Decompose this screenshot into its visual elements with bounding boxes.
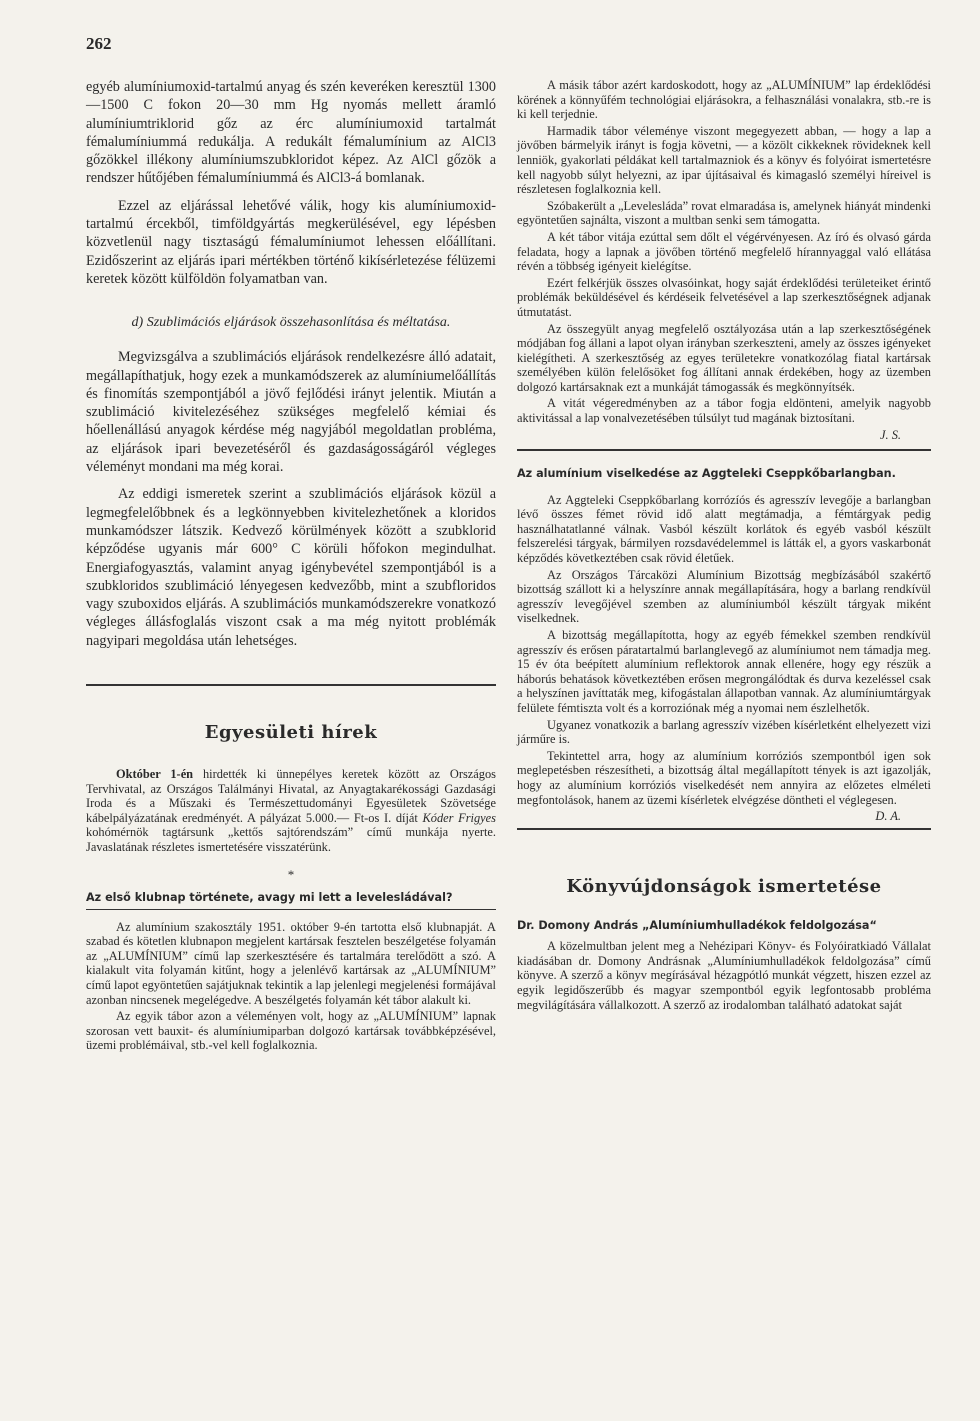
paragraph: Szóbakerült a „Levelesláda” rovat elmaradása is, amelynek hiányát mindenki egyöntetűen sajnálta, viszont a multban senki sem támogatta. [517, 198, 931, 228]
section-divider [517, 828, 931, 830]
paragraph: Megvizsgálva a szublimációs eljárások rendelkezésre álló adatait, megállapíthatjuk, hogy ezek a munkamódszerek az alumíniumelőállítás és finomítás szempontjából a jövő fejlődési irányt jelentik. Miután a szublimáció kivitelezéséhez szükséges megfelelő kémiai és hőellenállású anyagok kérdése még nagyjából megoldatlan probléma, az eljárások ipari bevezetéséről és gazdaságosságáról végleges véleményt mondani ma még korai. [86, 349, 496, 476]
paragraph: Ezzel az eljárással lehetővé válik, hogy kis alumíniumoxid-tartalmú ércekből, timföldgyártás megkerülésével, egy lépésben közvetlenül nagy tisztaságú fémalumíniumot lehessen előállítani. Ezidőszerint az eljárás ipari mértékben történő kikísérletezése félüzemi keretek között külföldön folyamatban van. [86, 197, 496, 287]
paragraph: Az alumínium szakosztály 1951. október 9-én tartotta első klubnapját. A szabad és kötetlen klubnapon megjelent kartársak fesztelen beszélgetése folyamán az „ALUMÍNIUM” című lap szerkesztésére és tartalmára terelődött a szó. A kialakult vita folyamán kitűnt, hogy a jelenlévő kartársak az „ALUMÍNIUM” című lapot egyöntetűen sajátjuknak tekintik a lap jelenlegi megjelenési formájával azonban nincsenek megelégedve. A beszélgetés folyamán két tábor alakult ki. [86, 919, 496, 1007]
news-text: hirdették ki ünnepélyes keretek között az Országos Tervhivatal, az Országos Találmányi Hivatal, az Anyagtakarékossági Gazdasági Iroda és a Műszaki és Természettudományi Egyesületek Szövetsége kábelpályázatának eredményét. A pályázat 5.000.— Ft-os I. díját [86, 767, 497, 825]
page-number: 262 [86, 34, 112, 53]
paragraph: A bizottság megállapította, hogy az egyéb fémekkel szemben rendkívül agresszív és erősen páratartalmú barlanglevegő az alumíniumot nem támadja meg. 15 év óta beépített alumínium reflektorok annak ellenére, hogy egy részük a háborús behatások következtében erősen megrongálódtak és durva kezeléssel csak a helyszínen javíttaták meg, kifogástalan állapotban vannak. Az alumíniumtárgyak felülete fémtiszta volt és a korroziónak még a nyomai nem észlelhetők. [517, 628, 931, 715]
paragraph: Ezért felkérjük összes olvasóinkat, hogy saját érdeklődési területeiket érintő problémák beküldésével és kérdéseik felvetésével a lap szerkesztőségnek adjanak útmutatást. [517, 275, 931, 319]
paragraph: Az Országos Tárcaközi Alumínium Bizottság megbízásából szakértő bizottság szállott ki a helyszínre annak megállapítására, hogy a barlang rendkívül agresszív levegőjével szemben az alumíniumból készült tárgyak miként viselkednek. [517, 567, 931, 626]
paragraph: A másik tábor azért kardoskodott, hogy az „ALUMÍNIUM” lap érdeklődési körének a könnyűfém technológiai eljárásokra, a felhasználási vonalakra, stb.-re is ki kell terjednie. [517, 78, 931, 122]
section-title: Egyesületi hírek [204, 722, 378, 744]
section-title: Könyvújdonságok ismertetése [566, 876, 882, 898]
paragraph: A közelmultban jelent meg a Nehézipari Könyv- és Folyóiratkiadó Vállalat kiadásában dr. Domony Andrásnak „Alumíniumhulladékok feldolgozása” című könyve. A szerző a könyv megírásával hézagpótló munkát végzett, hiszen ezzel az egyik legidőszerűbb és magyar szempontból egyik legfontosabb probléma megvilágítására vállalkozott. A szerző az irodalomban található adatokat saját [517, 939, 931, 1012]
paragraph: Tekintettel arra, hogy az alumínium korróziós szempontból igen sok meglepetésben részesítheti, a bizottság által megállapított tények is azt igazolják, hogy az alumínium korróziós viselkedését nem annyira az előzetes elméleti megfontolások, hanem az üzemi kísérletek elvégzése döntheti el véglegesen. [517, 748, 931, 807]
separator-star: * [287, 866, 295, 882]
paragraph: Harmadik tábor véleménye viszont megegyezett abban, — hogy a lap a jövőben bármelyik irányt is fogja követni, — a közölt cikkeknek rövideknek kell lenniök, gyakorlati példákat kell tartalmazniok és a könyv és folyóirat ismertetésre kell nagyobb súlyt helyezni, az ipar újításaival és kimagasló személyi híreivel is részletesen foglalkoznia kell. [517, 123, 931, 197]
paragraph: Az egyik tábor azon a véleményen volt, hogy az „ALUMÍNIUM” lapnak szorosan vett bauxit- és alumíniumiparban dolgozó kartársak továbbképzésével, üzemi problémáival, stb.-vel kell foglalkoznia. [86, 1009, 496, 1053]
paragraph: Az eddigi ismeretek szerint a szublimációs eljárások közül a legmegfelelőbbnek és a legkönnyebben kivitelezhetőnek a kloridos munkamódszer látszik. Kedvező körülmények között a szubklorid képződése ugyanis már 600° C körüli hőfokon megindulhat. Energiafogyasztás, valamint anyag igénybevétel szempontjából is a szubkloridos szublimáció lényegesen kedvezőbb, mint a szubfloridos vagy szuboxidos eljárás. A szublimációs munkamódszerekre vonatkozó végleges állásfoglalás viszont csak a ma még nyitott problémák nagyipari megoldása után lehetséges. [86, 486, 496, 649]
paragraph: Ugyanez vonatkozik a barlang agresszív vizében kísérletként elhelyezett vizi járműre is. [517, 717, 931, 747]
right-column [517, 78, 931, 1012]
paragraph: egyéb alumíniumoxid-tartalmú anyag és szén keveréken keresztül 1300—1500 C fokon 20—30 mm Hg nyomás mellett áramló alumíniumtriklorid gőz az érc alumíniumoxid tartalmát fémalumíniummá redukálja. A redukált fémalumínium az AlCl3 gőzökkel illékony alumíniumszubkloridot képez. Az AlCl gőzök a rendszer hűtőjében fémalumíniummá és AlCl3-á bomlanak. [86, 79, 496, 187]
paragraph: A két tábor vitája ezúttal sem dőlt el végérvényesen. Az író és olvasó gárda feladata, hogy a lapnak a jövőben történő megfelelő hírannyaggal való ellátása révén a többség igényeit kielégítse. [517, 229, 931, 274]
news-text-2: kohómérnök tagtársunk „kettős sajtórendszám” című munkája nyerte. Javaslatának részletes ismertetésére visszatérünk. [86, 825, 496, 854]
news-date: Október 1-én [116, 767, 194, 782]
article-title: Az alumínium viselkedése az Aggteleki Cseppkőbarlangban. [517, 466, 896, 480]
paragraph: A vitát végeredményben az a tábor fogja eldönteni, amelyik nagyobb aktivitással a lap vonalvezetésében túlsúlyt tud magának biztosítani. [517, 396, 931, 426]
news-paragraph [86, 767, 496, 855]
book-title: Dr. Domony András „Alumíniumhulladékok feldolgozása“ [517, 919, 877, 933]
article-title-rule [86, 909, 496, 910]
signature: D. A. [875, 809, 901, 824]
news-winner: Kóder Frigyes [422, 810, 496, 825]
section-divider [86, 684, 496, 686]
section-divider [517, 449, 931, 451]
paragraph: Az Aggteleki Cseppkőbarlang korrózíós és agresszív levegője a barlangban lévő összes fémet rövid idő alatt megtámadja, a fémtárgyak pedig használhatatlanné válnak. Vasból készült korlátok és egyéb vasból készült felszerelési tárgyak, bármilyen rozsdavédelemmel is látták el, a gyors vaskarbonát képződés következtében csak rövid életűek. [517, 492, 931, 566]
paragraph: Az összegyült anyag megfelelő osztályozása után a lap szerkesztőségének módjában fog állani a lapot olyan irányban szerkeszteni, amely az összes igényeket kielégítheti. A szerkesztőség az egyes területekre vonatkozólag fiatal kartársak személyében külön felelősöket fog állítani annak érdekében, hogy az üzemben dolgozó kartársaknak ezt a munkáját támogassák és megkönnyítsék. [517, 321, 931, 394]
subsection-heading: d) Szublimációs eljárások összehasonlítása és méltatása. [131, 315, 451, 331]
article-title: Az első klubnap története, avagy mi lett a levelesládával? [86, 890, 453, 904]
left-column [86, 78, 496, 1053]
signature: J. S. [880, 427, 901, 442]
